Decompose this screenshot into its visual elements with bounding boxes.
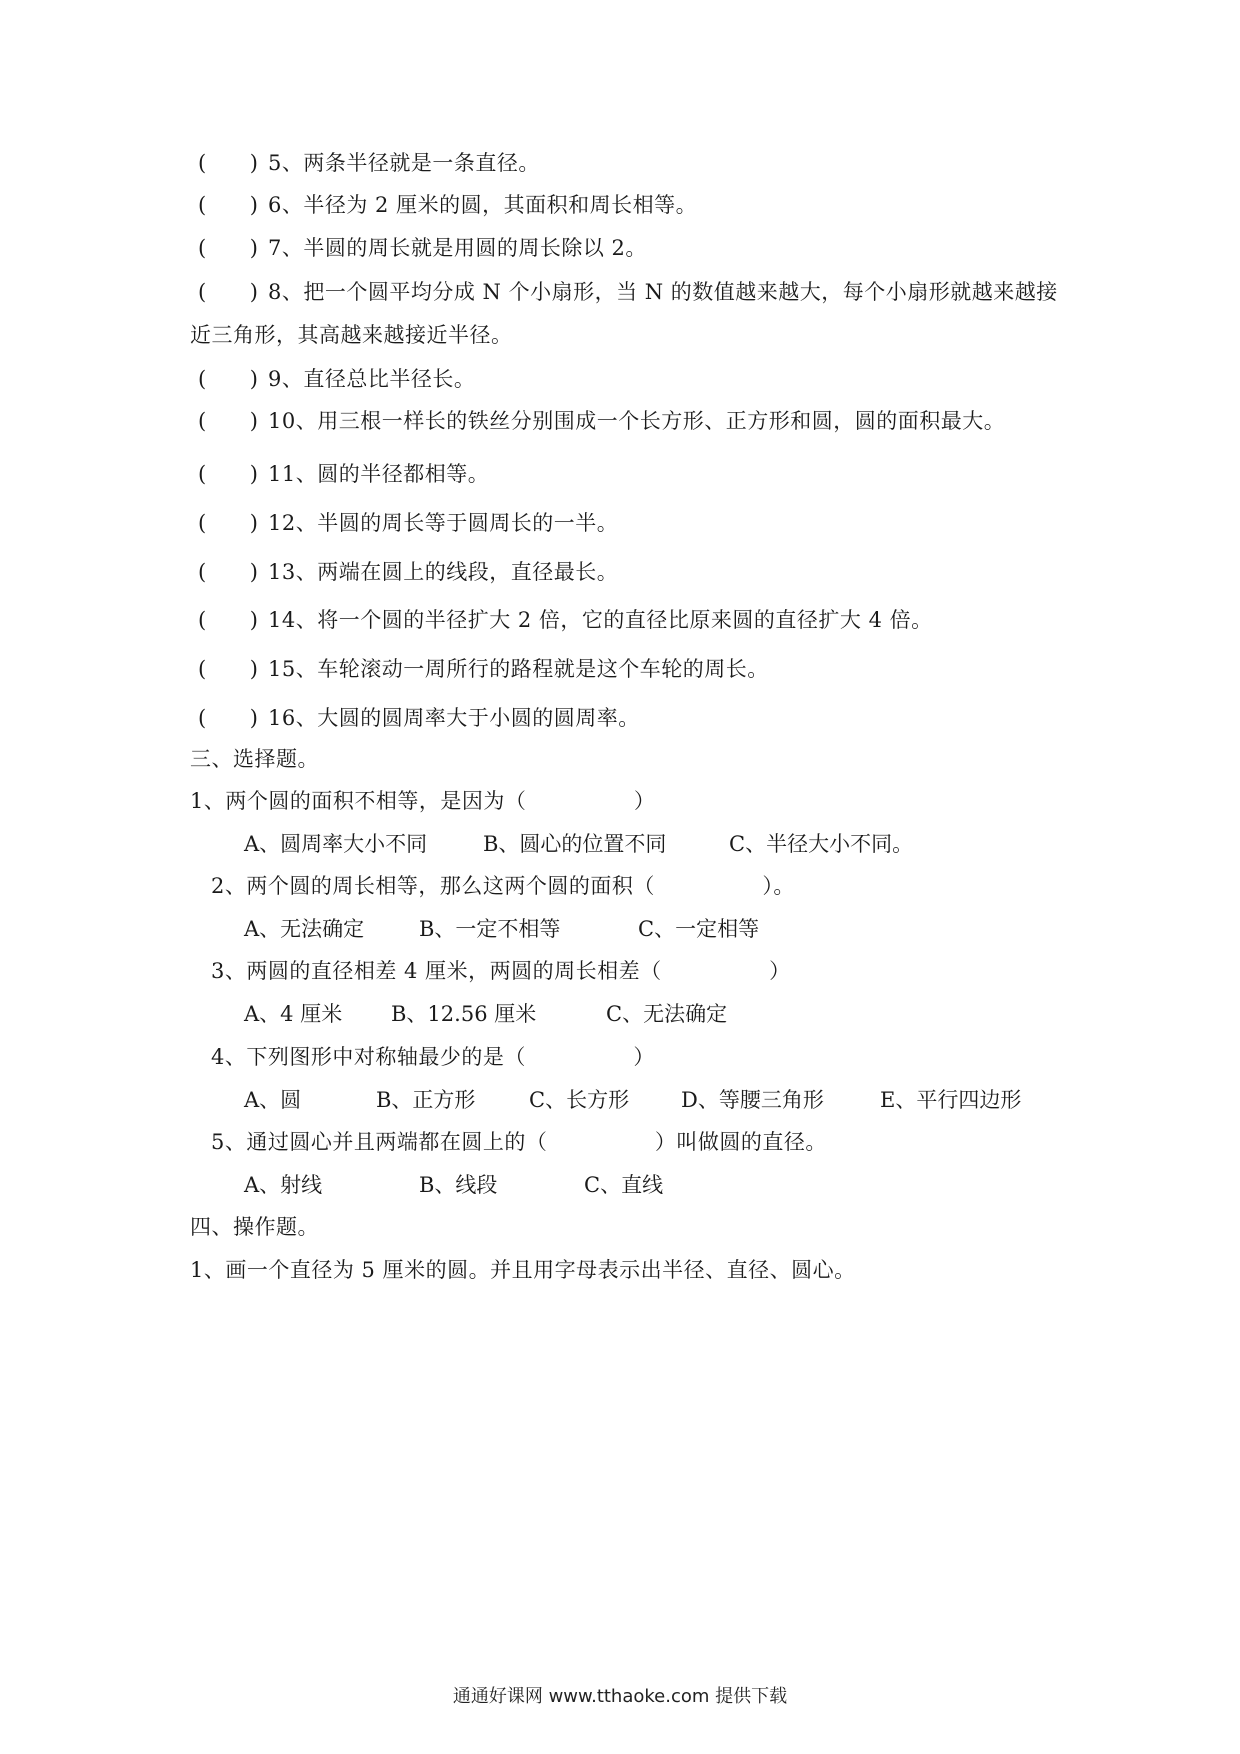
section-heading-choice: 三、选择题。 — [190, 747, 319, 771]
question-text: 5、两条半径就是一条直径。 — [268, 151, 540, 175]
judgement-item-13: ( ) 13、两端在圆上的线段，直径最长。 — [198, 560, 619, 584]
question-text: 13、两端在圆上的线段，直径最长。 — [268, 560, 619, 584]
choice-4-option-c[interactable]: C、长方形 — [529, 1088, 630, 1112]
choice-4-option-e[interactable]: E、平行四边形 — [880, 1088, 1022, 1112]
choice-5-option-b[interactable]: B、线段 — [419, 1173, 498, 1197]
judgement-item-16: ( ) 16、大圆的圆周率大于小圆的圆周率。 — [198, 706, 640, 730]
question-text: 16、大圆的圆周率大于小圆的圆周率。 — [268, 706, 640, 730]
choice-question-2: 2、两个圆的周长相等，那么这两个圆的面积（ ）。 — [211, 874, 795, 898]
question-text: 9、直径总比半径长。 — [268, 367, 476, 391]
choice-3-option-b[interactable]: B、12.56 厘米 — [391, 1002, 537, 1026]
answer-blank[interactable]: ( — [198, 608, 207, 632]
question-text: 10、用三根一样长的铁丝分别围成一个长方形、正方形和圆，圆的面积最大。 — [268, 409, 1006, 433]
choice-2-option-a[interactable]: A、无法确定 — [244, 917, 365, 941]
question-text: 6、半径为 2 厘米的圆，其面积和周长相等。 — [268, 193, 698, 217]
question-text: 12、半圆的周长等于圆周长的一半。 — [268, 511, 619, 535]
section-heading-operation: 四、操作题。 — [190, 1215, 319, 1239]
judgement-item-15: ( ) 15、车轮滚动一周所行的路程就是这个车轮的周长。 — [198, 657, 769, 681]
judgement-item-5: ( ) 5、两条半径就是一条直径。 — [198, 151, 540, 175]
judgement-item-8: ( ) 8、把一个圆平均分成 N 个小扇形，当 N 的数值越来越大，每个小扇形就越来越接 — [198, 280, 1058, 304]
judgement-item-10: ( ) 10、用三根一样长的铁丝分别围成一个长方形、正方形和圆，圆的面积最大。 — [198, 409, 1006, 433]
answer-blank[interactable]: ( — [198, 280, 207, 304]
answer-blank[interactable]: ( — [198, 151, 207, 175]
choice-question-1: 1、两个圆的面积不相等，是因为（ ） — [190, 789, 656, 813]
answer-blank[interactable]: ( — [198, 560, 207, 584]
choice-1-option-a[interactable]: A、圆周率大小不同 — [244, 832, 428, 856]
judgement-item-14: ( ) 14、将一个圆的半径扩大 2 倍，它的直径比原来圆的直径扩大 4 倍。 — [198, 608, 933, 632]
choice-question-4: 4、下列图形中对称轴最少的是（ ） — [211, 1045, 655, 1069]
question-text: 14、将一个圆的半径扩大 2 倍，它的直径比原来圆的直径扩大 4 倍。 — [268, 608, 933, 632]
judgement-item-7: ( ) 7、半圆的周长就是用圆的周长除以 2。 — [198, 236, 647, 260]
choice-2-option-b[interactable]: B、一定不相等 — [419, 917, 561, 941]
choice-5-option-a[interactable]: A、射线 — [244, 1173, 323, 1197]
answer-blank[interactable]: ( — [198, 657, 207, 681]
judgement-item-9: ( ) 9、直径总比半径长。 — [198, 367, 476, 391]
judgement-item-11: ( ) 11、圆的半径都相等。 — [198, 462, 490, 486]
choice-2-option-c[interactable]: C、一定相等 — [638, 917, 760, 941]
choice-5-option-c[interactable]: C、直线 — [584, 1173, 664, 1197]
choice-4-option-b[interactable]: B、正方形 — [376, 1088, 476, 1112]
choice-question-5: 5、通过圆心并且两端都在圆上的（ ）叫做圆的直径。 — [211, 1130, 827, 1154]
choice-4-option-a[interactable]: A、圆 — [244, 1088, 302, 1112]
question-text: 8、把一个圆平均分成 N 个小扇形，当 N 的数值越来越大，每个小扇形就越来越接 — [268, 280, 1058, 304]
choice-1-option-b[interactable]: B、圆心的位置不同 — [483, 832, 667, 856]
question-text: 11、圆的半径都相等。 — [268, 462, 490, 486]
question-text: 15、车轮滚动一周所行的路程就是这个车轮的周长。 — [268, 657, 769, 681]
operation-item-1: 1、画一个直径为 5 厘米的圆。并且用字母表示出半径、直径、圆心。 — [190, 1258, 856, 1282]
judgement-item-8-continuation: 近三角形，其高越来越接近半径。 — [190, 323, 513, 347]
judgement-item-6: ( ) 6、半径为 2 厘米的圆，其面积和周长相等。 — [198, 193, 698, 217]
answer-blank[interactable]: ( — [198, 409, 207, 433]
question-text: 7、半圆的周长就是用圆的周长除以 2。 — [268, 236, 647, 260]
answer-blank[interactable]: ( — [198, 367, 207, 391]
answer-blank[interactable]: ( — [198, 193, 207, 217]
answer-blank[interactable]: ( — [198, 462, 207, 486]
choice-4-option-d[interactable]: D、等腰三角形 — [681, 1088, 824, 1112]
judgement-item-12: ( ) 12、半圆的周长等于圆周长的一半。 — [198, 511, 619, 535]
choice-3-option-c[interactable]: C、无法确定 — [606, 1002, 728, 1026]
choice-1-option-c[interactable]: C、半径大小不同。 — [729, 832, 914, 856]
footer-download-notice: 通通好课网 www.tthaoke.com 提供下载 — [452, 1686, 788, 1707]
choice-3-option-a[interactable]: A、4 厘米 — [244, 1002, 343, 1026]
answer-blank[interactable]: ( — [198, 511, 207, 535]
choice-question-3: 3、两圆的直径相差 4 厘米，两圆的周长相差（ ） — [211, 959, 791, 983]
answer-blank[interactable]: ( — [198, 706, 207, 730]
answer-blank[interactable]: ( — [198, 236, 207, 260]
